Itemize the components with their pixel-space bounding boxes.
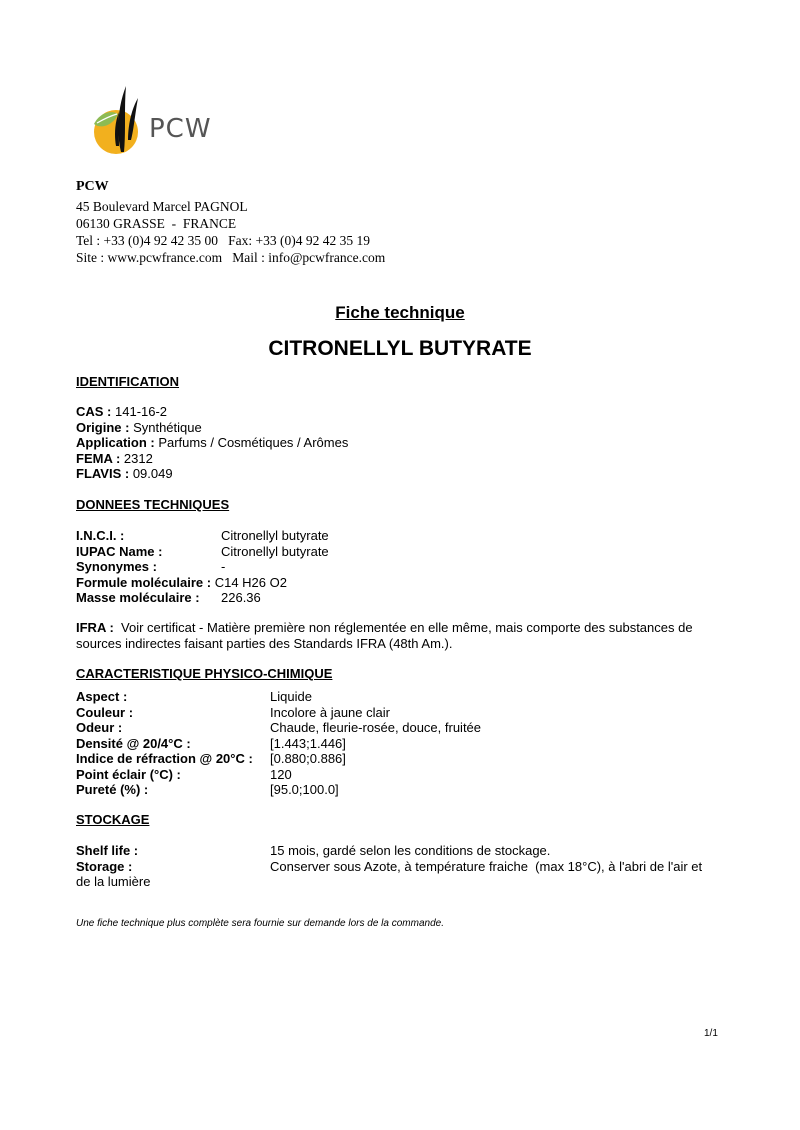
field-value: C14 H26 O2 (211, 574, 287, 590)
field-label: Densité @ 20/4°C : (76, 735, 191, 751)
field-label: Application : (76, 435, 155, 450)
technical-row-formule (76, 575, 329, 591)
field-label: Origine : (76, 419, 130, 435)
footer-note: Une fiche technique plus complète sera fournie sur demande lors de la commande. (76, 918, 444, 929)
field-label: Point éclair (°C) : (76, 766, 181, 782)
field-value: [95.0;100.0] (270, 782, 339, 797)
field-value: Parfums / Cosmétiques / Arômes (154, 435, 349, 450)
storage-heading: STOCKAGE (76, 812, 150, 827)
company-address-line2: 06130 GRASSE - FRANCE (76, 216, 237, 231)
company-info (76, 178, 385, 266)
field-value: 09.049 (129, 466, 173, 481)
field-label: Masse moléculaire : (76, 590, 200, 605)
ifra-statement (76, 620, 726, 652)
field-value: [1.443;1.446] (270, 735, 346, 751)
field-label: FLAVIS : (76, 466, 130, 481)
identification-row-flavis (76, 466, 348, 482)
physchem-row-densite (76, 736, 481, 752)
identification-row-origine (76, 420, 348, 436)
field-label: IUPAC Name : (76, 543, 163, 559)
physchem-row-purete (76, 782, 481, 798)
field-value: [0.880;0.886] (270, 751, 346, 766)
field-value: 226.36 (221, 590, 261, 605)
field-label: Storage : (76, 858, 133, 874)
physchem-section (76, 689, 481, 798)
technical-row-synonymes (76, 559, 329, 575)
technical-heading: DONNEES TECHNIQUES (76, 497, 230, 512)
field-label: Couleur : (76, 704, 134, 720)
ifra-text: Voir certificat - Matière première non réglementée en elle même, mais comporte des substances de sources indirectes faisant parties des Standards IFRA (48th Am.). (76, 620, 697, 651)
field-value: 120 (270, 766, 292, 782)
field-label: I.N.C.I. : (76, 528, 125, 543)
page-number: 1/1 (704, 1028, 718, 1039)
logo-flame-icon (88, 84, 150, 164)
company-logo (88, 84, 218, 164)
field-label: Shelf life : (76, 843, 139, 858)
field-value: de la lumière (76, 874, 151, 889)
storage-section (76, 843, 702, 890)
physchem-row-point-eclair (76, 767, 481, 783)
field-label: Aspect : (76, 689, 128, 704)
field-value: Incolore à jaune clair (270, 704, 390, 720)
identification-row-fema (76, 451, 348, 467)
field-label: Pureté (%) : (76, 782, 149, 797)
field-value: - (221, 559, 226, 574)
technical-row-masse (76, 590, 329, 606)
ifra-label: IFRA : (76, 620, 114, 635)
field-value: Liquide (270, 689, 312, 704)
logo-text: PCW (149, 114, 212, 144)
physchem-row-aspect (76, 689, 481, 705)
storage-row-shelf-life (76, 843, 702, 859)
physchem-row-couleur (76, 705, 481, 721)
field-value: Synthétique (129, 419, 202, 435)
field-label: Synonymes : (76, 559, 157, 574)
field-value: Citronellyl butyrate (221, 528, 329, 543)
storage-row-continuation (76, 874, 702, 890)
field-value: 2312 (120, 450, 153, 466)
product-title: CITRONELLYL BUTYRATE (268, 337, 532, 360)
field-value: 15 mois, gardé selon les conditions de stockage. (270, 843, 551, 858)
technical-row-iupac (76, 544, 329, 560)
identification-row-application (76, 435, 348, 451)
field-value: Citronellyl butyrate (221, 543, 329, 559)
field-label: Indice de réfraction @ 20°C : (76, 751, 253, 766)
field-label: FEMA : (76, 450, 121, 466)
physchem-heading: CARACTERISTIQUE PHYSICO-CHIMIQUE (76, 666, 333, 681)
company-name: PCW (76, 179, 109, 194)
identification-heading: IDENTIFICATION (76, 374, 180, 389)
company-web: Site : www.pcwfrance.com Mail : info@pcwfrance.com (76, 250, 386, 265)
physchem-row-odeur (76, 720, 481, 736)
field-value: 141-16-2 (111, 404, 168, 419)
physchem-row-refraction (76, 751, 481, 767)
field-value: Conserver sous Azote, à température fraiche (max 18°C), à l'abri de l'air et (270, 858, 703, 874)
identification-section (76, 404, 348, 482)
storage-row-storage (76, 859, 702, 875)
field-label: CAS : (76, 404, 112, 419)
technical-section (76, 528, 329, 606)
company-address-line1: 45 Boulevard Marcel PAGNOL (76, 199, 248, 214)
field-value: Chaude, fleurie-rosée, douce, fruitée (270, 720, 482, 735)
identification-row-cas (76, 404, 348, 420)
field-label: Odeur : (76, 720, 123, 735)
technical-row-inci (76, 528, 329, 544)
field-label: Formule moléculaire : (76, 574, 212, 590)
company-contact: Tel : +33 (0)4 92 42 35 00 Fax: +33 (0)4 92 42 35 19 (76, 233, 371, 248)
document-type-title: Fiche technique (335, 303, 465, 322)
